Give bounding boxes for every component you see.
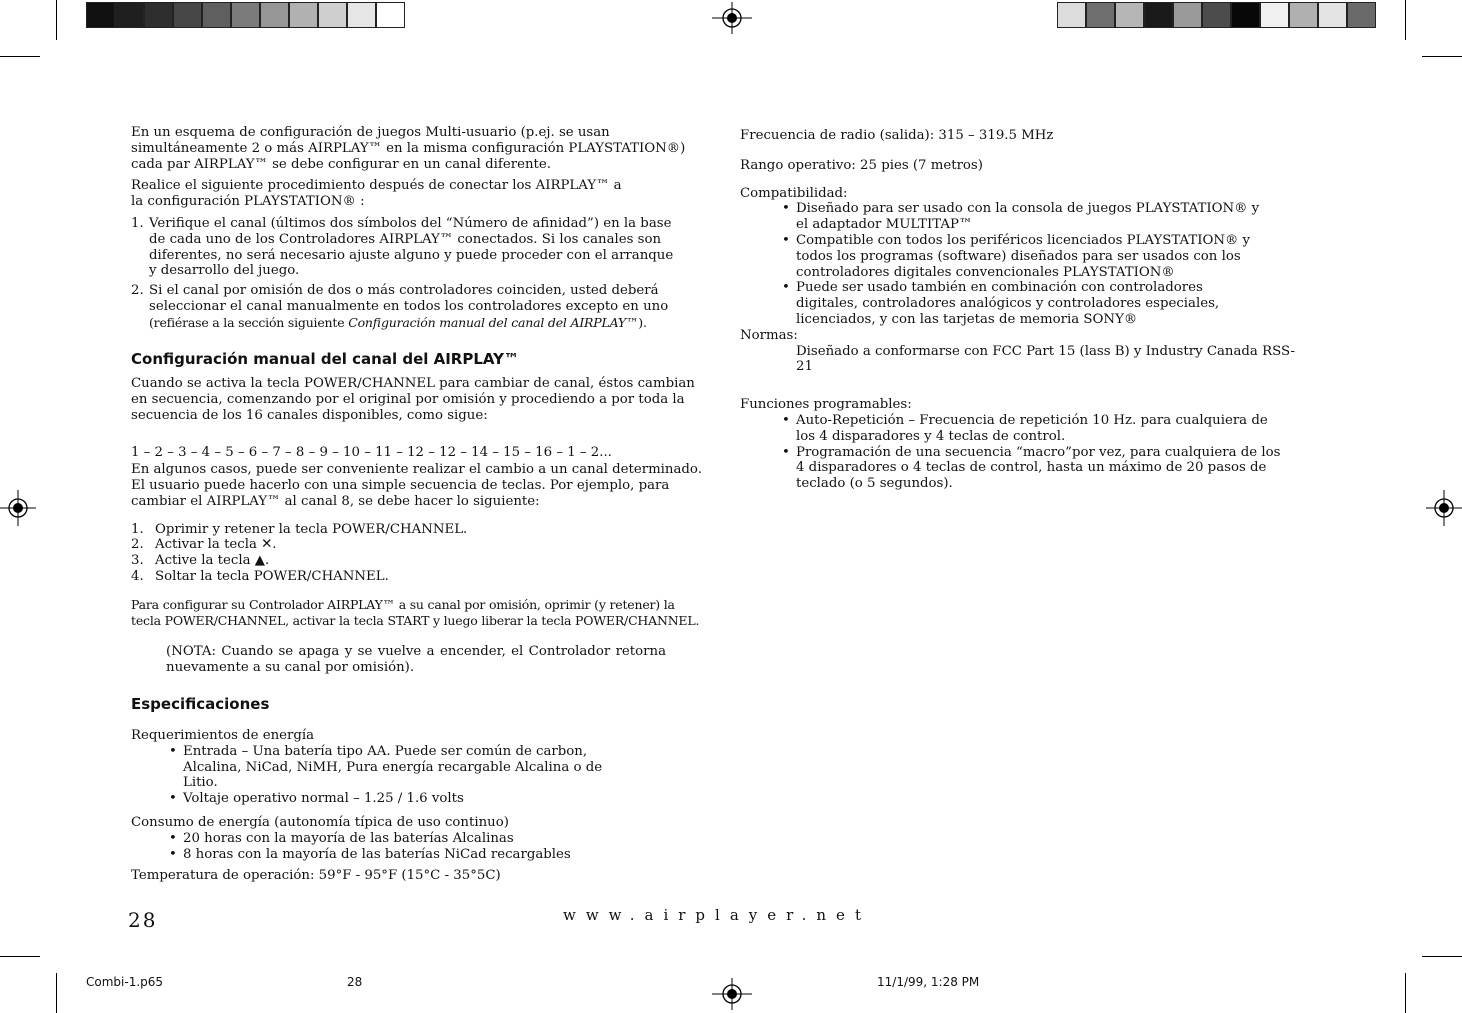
slug-filename: Combi-1.p65	[86, 975, 164, 989]
power-requirements-list	[131, 744, 619, 807]
section-reference-prefix: (refiérase a la sección siguiente	[149, 314, 349, 330]
color-swatch	[1173, 2, 1202, 28]
norms-text: Diseñado a conformarse con FCC Part 15 (lass B) y Industry Canada RSS-21	[796, 343, 1296, 375]
crop-mark	[56, 973, 57, 1013]
heading-specifications: Especificaciones	[131, 695, 270, 713]
crop-mark	[56, 0, 57, 40]
compatibility-title: Compatibilidad:	[740, 185, 848, 201]
crop-mark	[0, 956, 40, 957]
right-column	[740, 128, 1300, 492]
list-number: 2.	[131, 537, 144, 553]
nota-paragraph: (NOTA: Cuando se apaga y se vuelve a encender, el Controlador retorna nuevamente a su canal por omisión).	[166, 644, 666, 676]
registration-mark-icon	[0, 490, 36, 526]
slug-date: 11/1/99, 1:28 PM	[877, 975, 980, 989]
list-item: • Diseñado para ser usado con la consola de juegos PLAYSTATION® y el adaptador MULTITAP™	[782, 201, 1262, 233]
registration-mark-icon	[712, 978, 752, 1010]
operating-range: Rango operativo: 25 pies (7 metros)	[740, 157, 983, 173]
list-number: 1.	[131, 215, 144, 231]
list-item: • Puede ser usado también en combinación con controladores digitales, controladores analógicos y controladores especiales, licenciados, y con las tarjetas de memoria SONY®	[782, 280, 1262, 327]
registration-mark-icon	[712, 2, 752, 34]
consumption-title: Consumo de energía (autonomía típica de uso continuo)	[131, 814, 509, 830]
functions-list	[740, 413, 1282, 492]
consumption-list	[131, 831, 706, 863]
list-item	[131, 522, 706, 538]
list-item: • Auto-Repetición – Frecuencia de repetición 10 Hz. para cualquiera de los 4 disparadores y 4 teclas de control.	[782, 413, 1282, 445]
functions-title: Funciones programables:	[740, 397, 912, 413]
color-swatch	[1086, 2, 1115, 28]
radio-frequency: Frecuencia de radio (salida): 315 – 319.5 MHz	[740, 128, 1054, 143]
color-swatch	[347, 2, 376, 28]
list-number: 2.	[131, 283, 144, 299]
list-text: Oprimir y retener la tecla POWER/CHANNEL.	[155, 521, 468, 537]
page-number: 28	[128, 908, 158, 932]
color-swatch	[1318, 2, 1347, 28]
color-swatch	[318, 2, 347, 28]
color-swatch	[289, 2, 318, 28]
color-swatch	[1144, 2, 1173, 28]
list-item: • Voltaje operativo normal – 1.25 / 1.6 volts	[169, 791, 619, 807]
list-number: 1.	[131, 521, 144, 537]
color-swatch	[144, 2, 173, 28]
power-requirements-title: Requerimientos de energía	[131, 728, 315, 743]
crop-mark	[1405, 0, 1406, 40]
manual-paragraph-2: En algunos casos, puede ser conveniente realizar el cambio a un canal determinado. El usuario puede hacerlo con una simple secuencia de teclas. Por ejemplo, para cambiar el AIRPLAY™ al canal 8, se debe hacer lo siguiente:	[131, 462, 702, 509]
list-text: Active la tecla ▲.	[155, 553, 270, 569]
list-item: • 20 horas con la mayoría de las baterías Alcalinas	[169, 831, 706, 847]
heading-manual-channel: Configuración manual del canal del AIRPLAY™	[131, 350, 519, 368]
intro-paragraph-1: En un esquema de configuración de juegos Multi-usuario (p.ej. se usan simultáneamente 2 o más AIRPLAY™ en la misma configuración PLAYSTATION®) cada par AIRPLAY™ se debe configurar en un canal diferente.	[131, 125, 686, 172]
website-url: www.airplayer.net	[563, 906, 871, 924]
list-text: Verifique el canal (últimos dos símbolos del “Número de afinidad”) en la base de cada uno de los Controladores AIRPLAY™ conectados. Si los canales son diferentes, no será necesario ajuste alguno y puede proceder con el arranque y desarrollo del juego.	[149, 215, 674, 279]
list-item	[131, 537, 706, 553]
section-reference-title: Configuración manual del canal del AIRPLAY™	[348, 314, 639, 330]
manual-paragraph-1: Cuando se activa la tecla POWER/CHANNEL para cambiar de canal, éstos cambian en secuencia, comenzando por el original por omisión y procediendo a por toda la secuencia de los 16 canales disponibles, como sigue:	[131, 376, 695, 423]
list-item: • Programación de una secuencia “macro”por vez, para cualquiera de los 4 disparadores o 4 teclas de control, hasta un máximo de 20 pasos de teclado (o 5 segundos).	[782, 445, 1282, 492]
color-swatch	[1202, 2, 1231, 28]
list-number: 3.	[131, 553, 144, 569]
registration-mark-icon	[1426, 490, 1462, 526]
list-text: Si el canal por omisión de dos o más controladores coinciden, usted deberá seleccionar el canal manualmente en todos los controladores excepto en uno	[149, 283, 669, 314]
crop-mark	[0, 56, 40, 57]
color-swatch	[1231, 2, 1260, 28]
crop-mark	[1422, 56, 1462, 57]
color-swatch	[86, 2, 115, 28]
color-swatch	[376, 2, 405, 28]
channel-sequence: 1 – 2 – 3 – 4 – 5 – 6 – 7 – 8 – 9 – 10 – 11 – 12 – 12 – 14 – 15 – 16 – 1 – 2...	[131, 445, 612, 461]
color-swatch	[260, 2, 289, 28]
crop-mark	[1422, 956, 1462, 957]
color-swatch	[202, 2, 231, 28]
norms-title: Normas:	[740, 327, 798, 343]
list-text: Soltar la tecla POWER/CHANNEL.	[155, 568, 389, 584]
list-text: Activar la tecla ✕.	[155, 537, 277, 553]
specifications-section	[131, 728, 706, 890]
list-item: • Compatible con todos los periféricos licenciados PLAYSTATION® y todos los programas (software) diseñados para ser usados con los controladores digitales convencionales PLAYSTATION®	[782, 233, 1262, 280]
color-swatch	[1289, 2, 1318, 28]
left-column	[131, 125, 706, 336]
default-channel-note: Para configurar su Controlador AIRPLAY™ a su canal por omisión, oprimir (y retener) la tecla POWER/CHANNEL, activar la tecla START y luego liberar la tecla POWER/CHANNEL.	[131, 596, 700, 628]
color-swatch	[1347, 2, 1376, 28]
list-item	[131, 569, 706, 585]
operating-temperature: Temperatura de operación: 59°F - 95°F (15°C - 35°5C)	[131, 868, 501, 884]
color-swatch	[231, 2, 260, 28]
color-swatch	[115, 2, 144, 28]
crop-mark	[1405, 973, 1406, 1013]
color-swatch	[1057, 2, 1086, 28]
slug-page: 28	[347, 975, 363, 989]
color-swatch	[1260, 2, 1289, 28]
color-swatch	[1115, 2, 1144, 28]
section-reference-suffix: ).	[638, 314, 647, 330]
list-item	[131, 553, 706, 569]
intro-paragraph-2: Realice el siguiente procedimiento después de conectar los AIRPLAY™ a la configuración PLAYSTATION® :	[131, 178, 622, 210]
list-item	[131, 216, 681, 279]
list-item: • Entrada – Una batería tipo AA. Puede ser común de carbon, Alcalina, NiCad, NiMH, Pura energía recargable Alcalina o de Litio.	[169, 744, 619, 791]
color-swatch	[173, 2, 202, 28]
list-item	[131, 283, 681, 331]
key-sequence-list	[131, 522, 706, 585]
compatibility-list	[740, 201, 1262, 327]
list-number: 4.	[131, 568, 144, 584]
manual-channel-section	[131, 376, 706, 682]
list-item: • 8 horas con la mayoría de las baterías NiCad recargables	[169, 847, 706, 863]
procedure-list	[131, 216, 681, 332]
